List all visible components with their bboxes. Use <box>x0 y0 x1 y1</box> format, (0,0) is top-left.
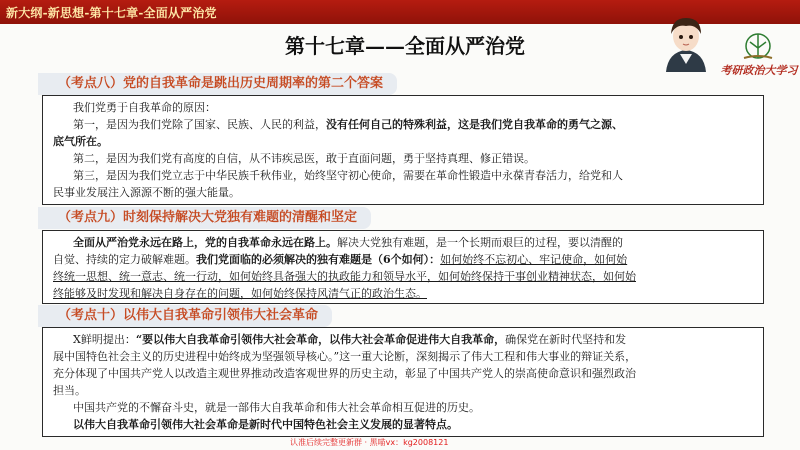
text-line: 第一，是因为我们党除了国家、民族、人民的利益，没有任何自己的特殊利益，这是我们党自我革命的勇气之源、 <box>73 118 623 131</box>
text-line: 我们党勇于自我革命的原因： <box>73 101 216 114</box>
text-line: 以伟大自我革命引领伟大社会革命是新时代中国特色社会主义发展的显著特点。 <box>73 418 458 431</box>
section-box-9 <box>42 230 764 304</box>
text-line: 第三，是因为我们党立志于中华民族千秋伟业，始终坚守初心使命，需要在革命性锻造中永葆青春活力，给党和人 <box>73 169 623 182</box>
text-line: 终能够及时发现和解决自身存在的问题，如何始终保持风清气正的政治生态。 <box>53 287 427 300</box>
text-line: 底气所在。 <box>53 135 108 148</box>
text-line: 民事业发展注入源源不断的强大能量。 <box>53 186 240 199</box>
section-box-8 <box>42 95 764 205</box>
text-line: 终统一思想、统一意志、统一行动，如何始终具备强大的执政能力和领导水平，如何始终保持干事创业精神状态，如何始 <box>53 270 636 283</box>
text-line: 中国共产党的不懈奋斗史，就是一部伟大自我革命和伟大社会革命相互促进的历史。 <box>73 401 480 414</box>
text-line: 全面从严治党永远在路上，党的自我革命永远在路上。解决大党独有难题，是一个长期而艰巨的过程，要以清醒的 <box>73 236 623 249</box>
text-line: X鲜明提出：“要以伟大自我革命引领伟大社会革命，以伟大社会革命促进伟大自我革命，确保党在新时代坚持和发 <box>73 333 627 346</box>
logo-text: 考研政治大学习 <box>720 64 798 77</box>
text-line: 第二，是因为我们党有高度的自信，从不讳疾忌医，敢于直面问题，勇于坚持真理、修正错误。 <box>73 152 535 165</box>
section-heading-8: （考点八）党的自我革命是跳出历史周期率的第二个答案 <box>38 73 397 95</box>
watermark: 认准后续完整更新群 · 黑喵vx：kg2008121 <box>290 438 449 447</box>
section-heading-9: （考点九）时刻保持解决大党独有难题的清醒和坚定 <box>38 207 371 229</box>
section-box-10 <box>42 327 764 437</box>
section-heading-10: （考点十）以伟大自我革命引领伟大社会革命 <box>38 305 332 327</box>
text-line: 担当。 <box>53 384 86 397</box>
page-title: 第十七章——全面从严治党 <box>285 34 525 58</box>
text-line: 充分体现了中国共产党人以改造主观世界推动改造客观世界的历史主动，彰显了中国共产党人的崇高使命意识和强烈政治 <box>53 367 636 380</box>
avatar <box>646 12 726 72</box>
breadcrumb: 新大纲-新思想-第十七章-全面从严治党 <box>6 6 217 20</box>
text-line: 自觉、持续的定力破解难题。我们党面临的必须解决的独有难题是（6个如何）：如何始终不忘初心、牢记使命，如何始 <box>53 253 628 266</box>
text-line: 展中国特色社会主义的历史进程中始终成为坚强领导核心。”这一重大论断，深刻揭示了伟大工程和伟大事业的辩证关系， <box>53 350 637 363</box>
